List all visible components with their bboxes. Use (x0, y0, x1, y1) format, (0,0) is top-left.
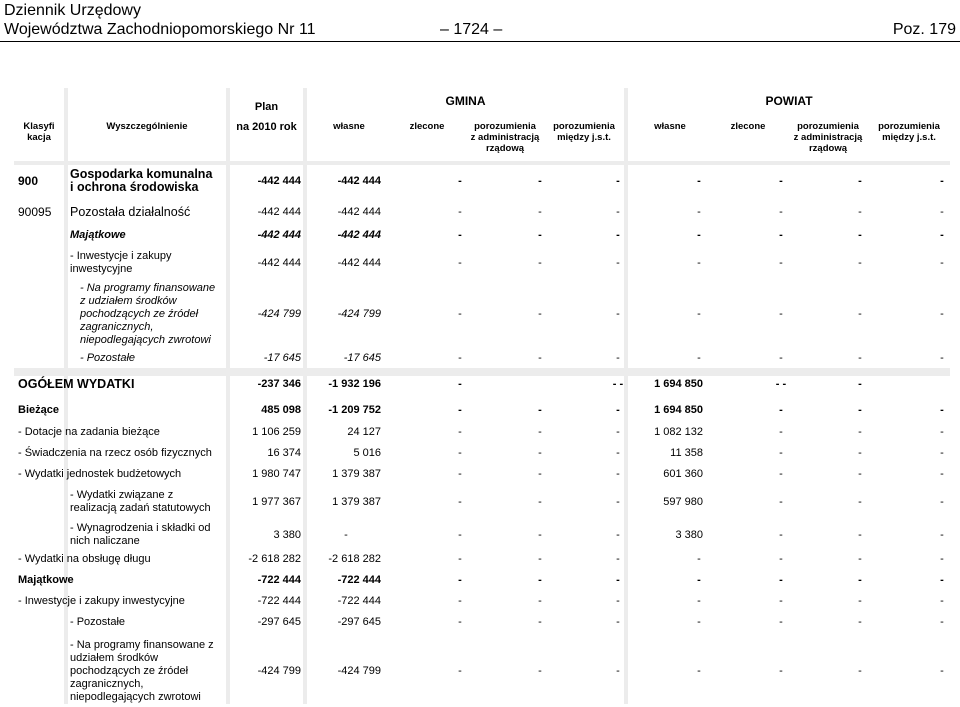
row-value: - (458, 616, 462, 628)
row-label: Majątkowe (18, 574, 74, 586)
row-label: Majątkowe (70, 229, 126, 241)
row-value: - (538, 426, 542, 438)
row-value: - (458, 378, 462, 390)
row-value: - (616, 447, 620, 459)
row-value: 3 380 (675, 529, 703, 541)
row-value: -1 932 196 (328, 378, 381, 390)
row-value: - (538, 665, 542, 677)
row-value: -424 799 (337, 665, 381, 677)
row-value: - (779, 352, 783, 364)
row-value: - (697, 574, 701, 586)
row-value: -722 444 (257, 595, 301, 607)
row-value: - (458, 206, 462, 218)
row-value: 5 016 (353, 447, 381, 459)
row-value: - (858, 665, 862, 677)
row-value: - (940, 529, 944, 541)
row-value: -442 444 (337, 229, 381, 241)
row-value: - (697, 257, 701, 269)
row-value: - (458, 229, 462, 241)
row-value: - (779, 447, 783, 459)
row-value: - (858, 616, 862, 628)
row-value: - (616, 404, 620, 416)
row-value: - (697, 229, 701, 241)
row-value: 601 360 (663, 468, 703, 480)
row-value: - (616, 496, 620, 508)
header-gmina-porozumienia-jst: porozumienia między j.s.t. (553, 121, 615, 143)
row-value: - (616, 468, 620, 480)
row-value: - (458, 352, 462, 364)
row-value: -442 444 (257, 257, 301, 269)
row-value: - (538, 257, 542, 269)
journal-title: Dziennik Urzędowy (4, 2, 141, 19)
row-value: - (779, 257, 783, 269)
header-powiat-zlecone: zlecone (730, 121, 766, 132)
row-value: - (697, 595, 701, 607)
row-value: -442 444 (257, 175, 301, 187)
row-label: - Wydatki związane z realizacją zadań statutowych (70, 489, 211, 514)
row-value: - (458, 308, 462, 320)
row-value: - (779, 426, 783, 438)
row-value: -424 799 (337, 308, 381, 320)
row-value: - (458, 553, 462, 565)
row-code: 90095 (18, 205, 52, 219)
row-value: - (858, 308, 862, 320)
row-value: - (538, 616, 542, 628)
header-gmina-porozumienia-adm: porozumienia z administracją rządową (470, 121, 540, 154)
row-label: OGÓŁEM WYDATKI (18, 377, 135, 391)
row-value: - (940, 308, 944, 320)
header-powiat-porozumienia-jst: porozumienia między j.s.t. (878, 121, 940, 143)
row-label: - Pozostałe (80, 352, 136, 364)
page-header (0, 0, 960, 42)
row-value: - (538, 553, 542, 565)
row-label: - Na programy finansowane z udziałem środków pochodzących ze źródeł zagranicznych, niepodlegających zwrotowi (70, 639, 214, 703)
row-value: - (458, 257, 462, 269)
row-value: -237 346 (257, 378, 301, 390)
row-value: - (940, 616, 944, 628)
row-value: - (940, 665, 944, 677)
row-value: - (858, 529, 862, 541)
row-value: - (538, 496, 542, 508)
row-value: -442 444 (337, 257, 381, 269)
row-value: 16 374 (267, 447, 301, 459)
row-value: 1 106 259 (252, 426, 301, 438)
row-value: - (538, 447, 542, 459)
row-value: - (940, 175, 944, 187)
row-value: - (779, 308, 783, 320)
row-value: - (940, 574, 944, 586)
row-value: - (940, 229, 944, 241)
row-value: - (940, 447, 944, 459)
row-value: -17 645 (263, 352, 301, 364)
header-plan: Plan (254, 101, 279, 113)
row-value: - (616, 229, 620, 241)
row-value: -1 209 752 (328, 404, 381, 416)
row-value: - (697, 308, 701, 320)
row-value: -722 444 (337, 595, 381, 607)
row-value: - (858, 426, 862, 438)
row-value: - (538, 352, 542, 364)
row-value: - (697, 175, 701, 187)
row-value: - (940, 352, 944, 364)
row-value: - - (612, 378, 624, 390)
row-code: 900 (18, 174, 39, 188)
row-value: -2 618 282 (328, 553, 381, 565)
row-value: - (538, 229, 542, 241)
row-value: 1 980 747 (252, 468, 301, 480)
row-value: - (458, 496, 462, 508)
row-value: - (697, 553, 701, 565)
row-value: - (779, 529, 783, 541)
row-value: 1 694 850 (654, 404, 703, 416)
header-powiat: POWIAT (765, 94, 813, 108)
row-value: - (940, 553, 944, 565)
page-number: – 1724 – (440, 21, 503, 38)
row-value: - (858, 595, 862, 607)
row-value: - (779, 229, 783, 241)
row-label: - Inwestycje i zakupy inwestycyjne (18, 595, 185, 607)
row-value: - (858, 175, 862, 187)
row-value: - (779, 496, 783, 508)
row-value: - (858, 257, 862, 269)
row-value: - (858, 553, 862, 565)
row-value: - (697, 665, 701, 677)
row-value: 485 098 (261, 404, 301, 416)
row-value: - (779, 468, 783, 480)
row-value: -297 645 (257, 616, 301, 628)
row-value: - (458, 447, 462, 459)
row-value: - (858, 447, 862, 459)
row-value: -442 444 (337, 206, 381, 218)
row-label: - Na programy finansowane z udziałem środków pochodzących ze źródeł zagranicznych, niepodlegających zwrotowi (80, 282, 216, 346)
row-value: - (458, 468, 462, 480)
row-value: 1 379 387 (332, 468, 381, 480)
row-value: -442 444 (257, 206, 301, 218)
row-value: - (858, 496, 862, 508)
row-value: - (779, 206, 783, 218)
row-value: - (940, 257, 944, 269)
journal-subtitle: Województwa Zachodniopomorskiego Nr 11 (4, 21, 316, 38)
row-value: - - (775, 378, 787, 390)
row-value: 1 977 367 (252, 496, 301, 508)
row-value: - (344, 529, 348, 541)
row-label: - Dotacje na zadania bieżące (18, 426, 160, 438)
row-value: -424 799 (257, 308, 301, 320)
row-value: - (779, 616, 783, 628)
row-value: - (858, 229, 862, 241)
header-gmina-zlecone: zlecone (409, 121, 445, 132)
row-label: Gospodarka komunalna i ochrona środowiska (70, 167, 213, 194)
row-value: - (858, 404, 862, 416)
row-value: - (858, 378, 862, 390)
row-value: 11 358 (670, 447, 703, 459)
row-value: - (858, 468, 862, 480)
row-value: - (858, 574, 862, 586)
row-value: - (940, 206, 944, 218)
row-value: - (616, 175, 620, 187)
row-value: - (858, 352, 862, 364)
row-label: - Inwestycje i zakupy inwestycyjne (70, 250, 172, 275)
row-value: - (779, 665, 783, 677)
row-value: - (616, 257, 620, 269)
row-value: - (616, 665, 620, 677)
row-value: - (538, 595, 542, 607)
row-value: -442 444 (337, 175, 381, 187)
row-value: - (538, 529, 542, 541)
row-value: - (616, 206, 620, 218)
row-label: - Pozostałe (70, 616, 126, 628)
row-value: -442 444 (257, 229, 301, 241)
row-value: - (940, 595, 944, 607)
row-value: - (940, 468, 944, 480)
row-value: -2 618 282 (248, 553, 301, 565)
row-value: 597 980 (663, 496, 703, 508)
row-label: - Wynagrodzenia i składki od nich naliczane (70, 522, 211, 547)
row-value: -722 444 (337, 574, 381, 586)
row-value: - (697, 616, 701, 628)
row-value: - (458, 595, 462, 607)
row-value: - (940, 404, 944, 416)
row-value: - (616, 574, 620, 586)
row-value: - (940, 496, 944, 508)
row-value: - (458, 529, 462, 541)
row-label: - Wydatki na obsługę długu (18, 553, 151, 565)
row-value: - (616, 426, 620, 438)
row-value: - (616, 595, 620, 607)
row-value: - (858, 206, 862, 218)
row-value: - (458, 175, 462, 187)
row-value: - (779, 553, 783, 565)
row-value: - (538, 308, 542, 320)
row-value: - (538, 206, 542, 218)
header-gmina: GMINA (445, 94, 486, 108)
header-powiat-wlasne: własne (654, 121, 686, 132)
header-plan-year: na 2010 rok (236, 121, 297, 133)
row-value: 1 694 850 (654, 378, 703, 390)
row-value: 3 380 (273, 529, 301, 541)
row-value: - (779, 404, 783, 416)
row-value: - (616, 308, 620, 320)
row-value: - (940, 426, 944, 438)
row-value: - (779, 574, 783, 586)
row-label: Bieżące (18, 404, 59, 416)
row-value: -17 645 (343, 352, 381, 364)
row-label: - Świadczenia na rzecz osób fizycznych (18, 447, 212, 459)
header-klasyfikacja: Klasyfi kacja (23, 121, 55, 143)
row-value: - (616, 616, 620, 628)
header-wyszczegolnienie: Wyszczególnienie (106, 121, 188, 132)
row-value: - (458, 574, 462, 586)
row-value: - (779, 175, 783, 187)
position-number: Poz. 179 (892, 21, 956, 38)
row-value: - (697, 206, 701, 218)
row-value: -424 799 (257, 665, 301, 677)
row-value: - (616, 553, 620, 565)
row-value: - (538, 175, 542, 187)
row-value: 1 379 387 (332, 496, 381, 508)
header-powiat-porozumienia-adm: porozumienia z administracją rządową (793, 121, 863, 154)
row-value: - (458, 665, 462, 677)
section-separator (14, 161, 950, 165)
row-value: - (697, 352, 701, 364)
row-label: Pozostała działalność (70, 205, 191, 219)
row-value: - (616, 352, 620, 364)
row-value: - (458, 426, 462, 438)
row-value: - (458, 404, 462, 416)
row-value: 24 127 (347, 426, 381, 438)
row-value: -722 444 (257, 574, 301, 586)
row-value: -297 645 (337, 616, 381, 628)
row-value: - (538, 404, 542, 416)
row-value: 1 082 132 (654, 426, 703, 438)
row-value: - (616, 529, 620, 541)
row-value: - (538, 468, 542, 480)
section-separator (14, 368, 950, 376)
budget-table (14, 88, 950, 704)
row-value: - (538, 574, 542, 586)
row-label: - Wydatki jednostek budżetowych (18, 468, 182, 480)
header-gmina-wlasne: własne (333, 121, 365, 132)
row-value: - (779, 595, 783, 607)
